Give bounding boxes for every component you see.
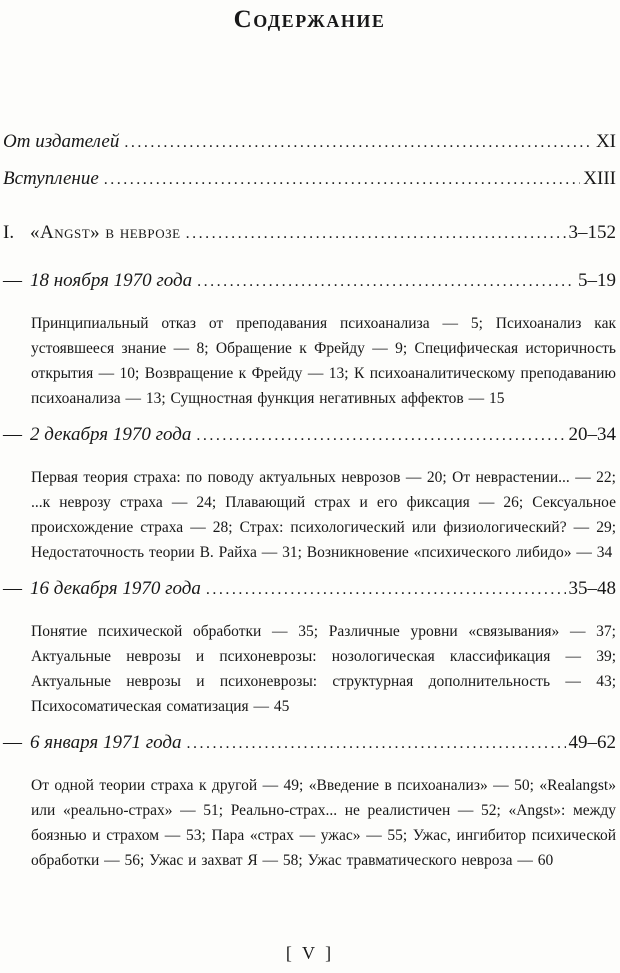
dash-marker: — xyxy=(3,578,22,599)
dot-leader xyxy=(197,269,575,293)
session-pages: 35–48 xyxy=(568,578,616,599)
page-folio: [ V ] xyxy=(285,943,335,963)
dash-marker: — xyxy=(3,270,22,291)
dash-marker: — xyxy=(3,424,22,445)
toc-entry-page: XIII xyxy=(583,168,616,189)
session-date-line xyxy=(3,731,616,755)
dash-marker: — xyxy=(3,732,22,753)
session-pages: 49–62 xyxy=(568,732,616,753)
session-entry xyxy=(3,423,616,565)
session-topics: Принципиальный отказ от преподавания психоанализа — 5; Психоанализ как устоявшееся знание — 8; Обращение к Фрейду — 9; Специфическая историчность открытия — 10; Возвращение к Фрейду — 13; К психоаналитическому преподаванию психоанализа — 13; Сущностная функция негативных аффектов — 15 xyxy=(31,315,616,407)
session-date-line xyxy=(3,423,616,447)
part-pages: 3–152 xyxy=(568,222,616,243)
dot-leader xyxy=(206,577,566,601)
session-date: 6 января 1971 года xyxy=(30,732,182,753)
session-date: 2 декабря 1970 года xyxy=(30,424,192,445)
session-topics: Понятие психической обработки — 35; Различные уровни «связывания» — 37; Актуальные неврозы и психоневрозы: нозологическая классификация — 39; Актуальные неврозы и психоневрозы: структурная дополнительность — 43; Психосоматическая соматизация — 45 xyxy=(31,623,616,715)
dot-leader xyxy=(196,423,565,447)
session-entry xyxy=(3,269,616,411)
front-matter-entries xyxy=(3,130,616,191)
dot-leader xyxy=(124,130,593,154)
session-entry xyxy=(3,577,616,719)
part-title: «Angst» в неврозе xyxy=(30,222,181,243)
toc-entry-from-publishers xyxy=(3,130,616,154)
dot-leader xyxy=(186,731,565,755)
toc-entry-label: Вступление xyxy=(3,168,99,189)
toc-entry-part-1 xyxy=(3,221,616,245)
session-date-line xyxy=(3,269,616,293)
session-date-line xyxy=(3,577,616,601)
part-numeral: I. xyxy=(3,222,15,243)
toc-entry-page: XI xyxy=(595,131,616,152)
session-date: 18 ноября 1970 года xyxy=(30,270,193,291)
toc-entry-introduction xyxy=(3,167,616,191)
session-topics: От одной теории страха к другой — 49; «Введение в психоанализ» — 50; «Realangst» или «реально-страх» — 51; Реально-страх... не реалистичен — 52; «Angst»: между боязнью и страхом — 53; Пара «страх — ужас» — 55; Ужас, ингибитор психической обработки — 56; Ужас и захват Я — 58; Ужас травматического невроза — 60 xyxy=(31,777,616,869)
session-pages: 5–19 xyxy=(578,270,616,291)
session-date: 16 декабря 1970 года xyxy=(30,578,201,599)
page-title: Содержание xyxy=(233,6,386,33)
dot-leader xyxy=(186,221,566,245)
session-entry xyxy=(3,731,616,873)
session-topics: Первая теория страха: по поводу актуальных неврозов — 20; От неврастении... — 22; ...к неврозу страха — 24; Плавающий страх и его фиксация — 26; Сексуальное происхождение страха — 28; Страх: психологический или физиологический? — 29; Недостаточность теории В. Райха — 31; Возникновение «психического либидо» — 34 xyxy=(31,469,616,561)
dot-leader xyxy=(104,167,581,191)
session-entries xyxy=(3,269,616,873)
toc-entry-label: От издателей xyxy=(3,131,120,152)
session-pages: 20–34 xyxy=(568,424,616,445)
